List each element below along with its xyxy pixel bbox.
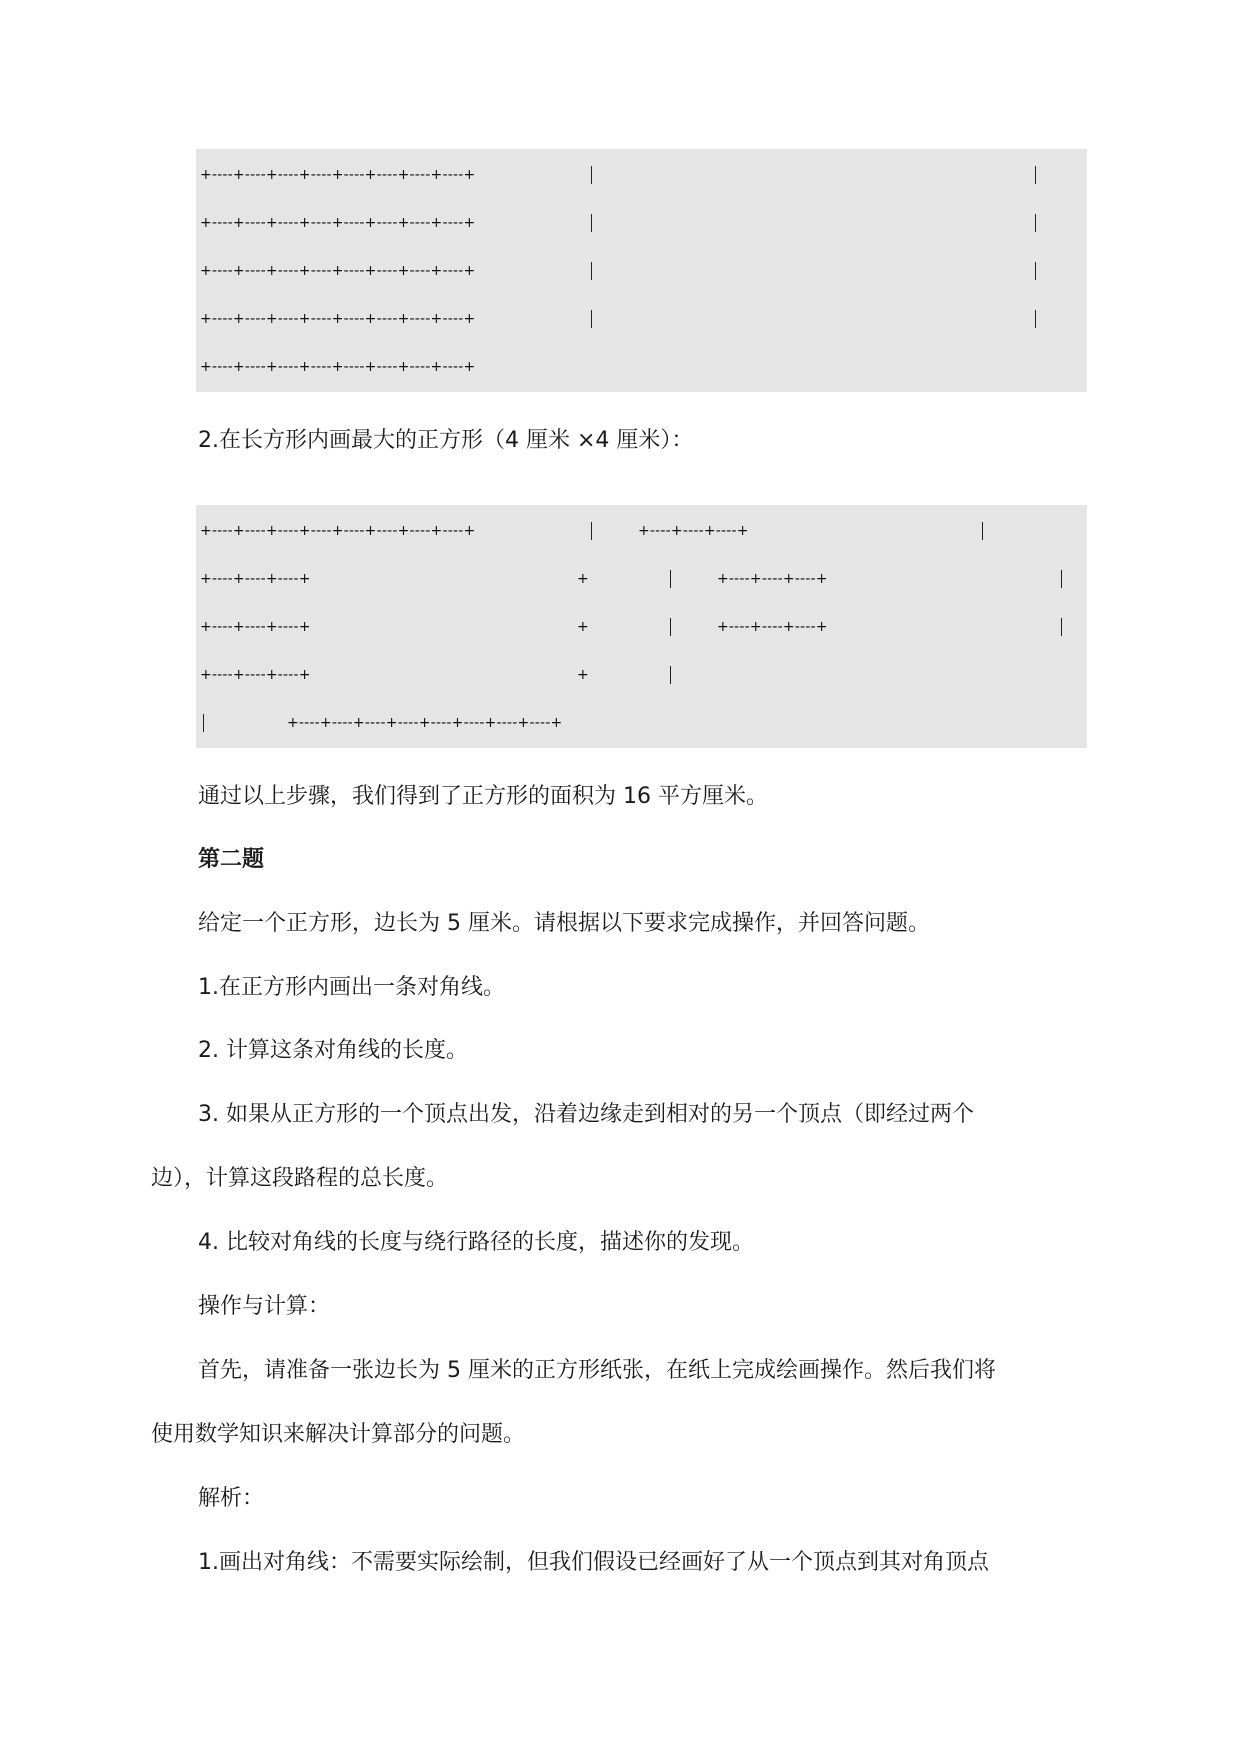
- operations-line-2: 使用数学知识来解决计算部分的问题。: [151, 1422, 526, 1447]
- square-in-rectangle-figure: [196, 505, 1087, 748]
- grid-row-3-plus: +: [577, 619, 589, 635]
- grid-bar: [1061, 618, 1062, 636]
- grid-bar: [203, 714, 204, 732]
- problem-intro: 给定一个正方形，边长为 5 厘米。请根据以下要求完成操作，并回答问题。: [198, 911, 930, 936]
- step-2-text: 2.在长方形内画最大的正方形（4 厘米 ×4 厘米）：: [198, 428, 694, 453]
- rectangle-grid-figure: [196, 149, 1087, 392]
- grid-row-5-right: +----+----+----+----+----+----+----+----+: [287, 715, 563, 731]
- grid-bar: [1061, 570, 1062, 588]
- grid-row-3-left: +----+----+----+: [200, 619, 311, 635]
- grid-row-3: +----+----+----+----+----+----+----+----+: [200, 263, 476, 279]
- grid-bar: [591, 214, 592, 232]
- grid-row-2-left: +----+----+----+: [200, 571, 311, 587]
- grid-bar: [982, 522, 983, 540]
- question-4: 4. 比较对角线的长度与绕行路径的长度，描述你的发现。: [198, 1230, 754, 1255]
- grid-row-1-right: +----+----+----+: [638, 523, 749, 539]
- grid-bar: [1035, 166, 1036, 184]
- operations-line-1: 首先，请准备一张边长为 5 厘米的正方形纸张，在纸上完成绘画操作。然后我们将: [198, 1358, 996, 1383]
- analysis-line-1: 1.画出对角线：不需要实际绘制，但我们假设已经画好了从一个顶点到其对角顶点: [198, 1550, 989, 1575]
- grid-bar: [591, 522, 592, 540]
- grid-bar: [1035, 214, 1036, 232]
- question-1: 1.在正方形内画出一条对角线。: [198, 975, 505, 1000]
- grid-row-2-plus: +: [577, 571, 589, 587]
- grid-row-2: +----+----+----+----+----+----+----+----+: [200, 215, 476, 231]
- grid-bar: [1035, 310, 1036, 328]
- grid-row-5: +----+----+----+----+----+----+----+----+: [200, 359, 476, 375]
- grid-bar: [670, 666, 671, 684]
- analysis-heading: 解析：: [198, 1486, 265, 1511]
- grid-bar: [670, 618, 671, 636]
- grid-bar: [591, 310, 592, 328]
- question-3-line-1: 3. 如果从正方形的一个顶点出发，沿着边缘走到相对的另一个顶点（即经过两个: [198, 1102, 974, 1127]
- grid-row-4-left: +----+----+----+: [200, 667, 311, 683]
- question-3-line-2: 边），计算这段路程的总长度。: [151, 1166, 449, 1191]
- grid-row-1: +----+----+----+----+----+----+----+----+: [200, 167, 476, 183]
- grid-row-2-right: +----+----+----+: [717, 571, 828, 587]
- grid-row-1-left: +----+----+----+----+----+----+----+----+: [200, 523, 476, 539]
- result-text: 通过以上步骤，我们得到了正方形的面积为 16 平方厘米。: [198, 784, 768, 809]
- grid-row-3-right: +----+----+----+: [717, 619, 828, 635]
- grid-bar: [591, 166, 592, 184]
- grid-bar: [1035, 262, 1036, 280]
- question-2: 2. 计算这条对角线的长度。: [198, 1038, 468, 1063]
- grid-bar: [670, 570, 671, 588]
- section-title: 第二题: [198, 847, 265, 872]
- grid-row-4-plus: +: [577, 667, 589, 683]
- operations-heading: 操作与计算：: [198, 1294, 331, 1319]
- grid-bar: [591, 262, 592, 280]
- grid-row-4: +----+----+----+----+----+----+----+----+: [200, 311, 476, 327]
